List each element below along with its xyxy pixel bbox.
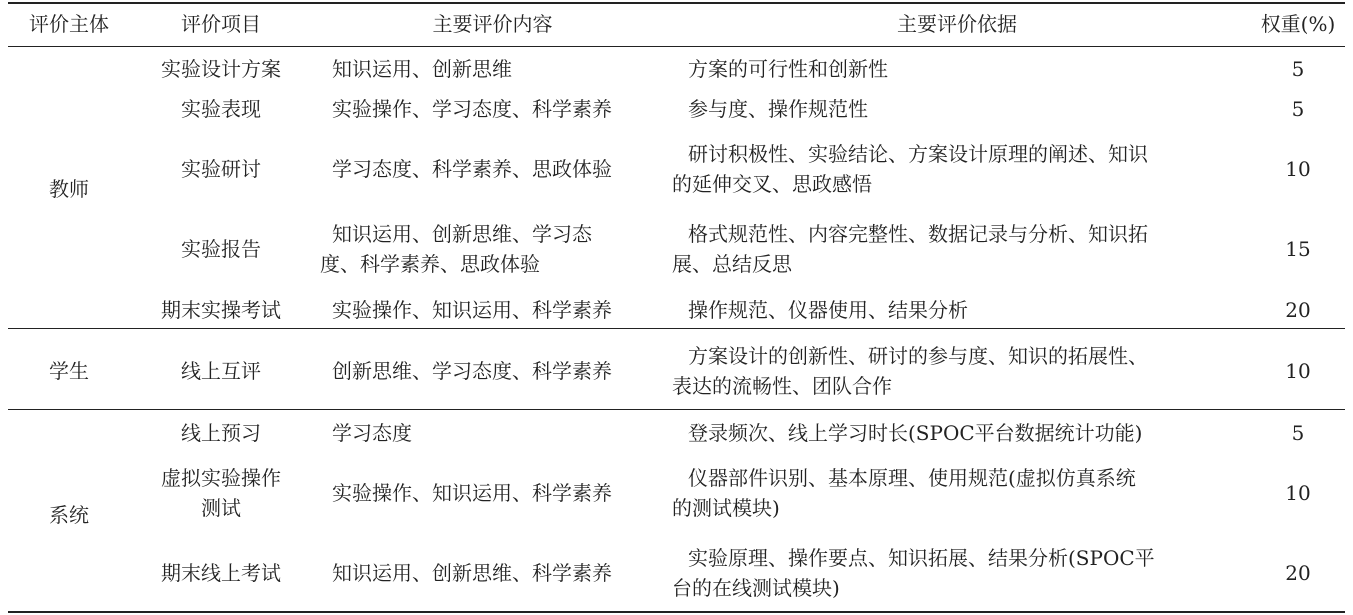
cell-basis: 登录频次、线上学习时长(SPOC平台数据统计功能) bbox=[688, 421, 1143, 445]
cell-basis: 的延伸交叉、思政感悟 bbox=[672, 172, 872, 196]
cell-item: 实验研讨 bbox=[181, 157, 261, 181]
cell-content: 知识运用、创新思维 bbox=[332, 57, 512, 81]
header-basis: 主要评价依据 bbox=[897, 12, 1017, 36]
cell-basis: 方案设计的创新性、研讨的参与度、知识的拓展性、 bbox=[688, 344, 1148, 368]
table-top-rule bbox=[8, 2, 1345, 4]
cell-subject: 系统 bbox=[49, 503, 89, 527]
cell-basis: 方案的可行性和创新性 bbox=[688, 57, 888, 81]
cell-item: 实验设计方案 bbox=[161, 57, 281, 81]
cell-weight: 10 bbox=[1285, 359, 1311, 383]
cell-weight: 20 bbox=[1285, 298, 1311, 322]
cell-basis: 实验原理、操作要点、知识拓展、结果分析(SPOC平 bbox=[688, 546, 1155, 570]
header-content: 主要评价内容 bbox=[432, 12, 553, 36]
cell-weight: 10 bbox=[1285, 157, 1311, 181]
cell-item: 线上预习 bbox=[181, 421, 261, 445]
header-subject: 评价主体 bbox=[29, 12, 109, 36]
cell-item: 实验报告 bbox=[181, 237, 261, 261]
cell-weight: 5 bbox=[1291, 421, 1305, 445]
cell-content: 学习态度、科学素养、思政体验 bbox=[332, 157, 612, 181]
cell-subject: 教师 bbox=[49, 177, 89, 201]
cell-basis: 研讨积极性、实验结论、方案设计原理的阐述、知识 bbox=[688, 142, 1148, 166]
cell-basis: 的测试模块) bbox=[672, 496, 780, 520]
cell-basis: 格式规范性、内容完整性、数据记录与分析、知识拓 bbox=[688, 222, 1148, 246]
cell-item: 线上互评 bbox=[181, 359, 261, 383]
cell-weight: 20 bbox=[1285, 561, 1311, 585]
cell-item: 虚拟实验操作 bbox=[161, 466, 281, 490]
cell-item: 期末线上考试 bbox=[161, 561, 281, 585]
cell-content: 实验操作、知识运用、科学素养 bbox=[332, 481, 612, 505]
cell-weight: 5 bbox=[1291, 57, 1305, 81]
cell-content: 实验操作、学习态度、科学素养 bbox=[332, 97, 612, 121]
cell-weight: 5 bbox=[1291, 97, 1305, 121]
cell-content: 知识运用、创新思维、学习态 bbox=[332, 222, 592, 246]
cell-basis: 仪器部件识别、基本原理、使用规范(虚拟仿真系统 bbox=[688, 466, 1136, 490]
cell-item: 实验表现 bbox=[181, 97, 261, 121]
cell-basis: 表达的流畅性、团队合作 bbox=[672, 374, 892, 398]
cell-subject: 学生 bbox=[49, 359, 89, 383]
cell-item: 期末实操考试 bbox=[161, 298, 281, 322]
cell-content: 实验操作、知识运用、科学素养 bbox=[332, 298, 612, 322]
group-divider-rule bbox=[8, 409, 1345, 410]
group-divider-rule bbox=[8, 328, 1345, 329]
cell-content: 学习态度 bbox=[332, 421, 412, 445]
header-rule bbox=[8, 46, 1345, 47]
header-weight: 权重(%) bbox=[1260, 12, 1336, 36]
cell-content: 创新思维、学习态度、科学素养 bbox=[332, 359, 612, 383]
cell-basis: 操作规范、仪器使用、结果分析 bbox=[688, 298, 968, 322]
cell-item: 测试 bbox=[201, 496, 241, 520]
header-item: 评价项目 bbox=[181, 12, 261, 36]
cell-weight: 10 bbox=[1285, 481, 1311, 505]
cell-basis: 参与度、操作规范性 bbox=[688, 97, 868, 121]
cell-content: 度、科学素养、思政体验 bbox=[320, 252, 540, 276]
cell-content: 知识运用、创新思维、科学素养 bbox=[332, 561, 612, 585]
cell-weight: 15 bbox=[1285, 237, 1311, 261]
cell-basis: 展、总结反思 bbox=[672, 252, 792, 276]
table-bottom-rule bbox=[8, 611, 1345, 613]
cell-basis: 台的在线测试模块) bbox=[672, 576, 840, 600]
